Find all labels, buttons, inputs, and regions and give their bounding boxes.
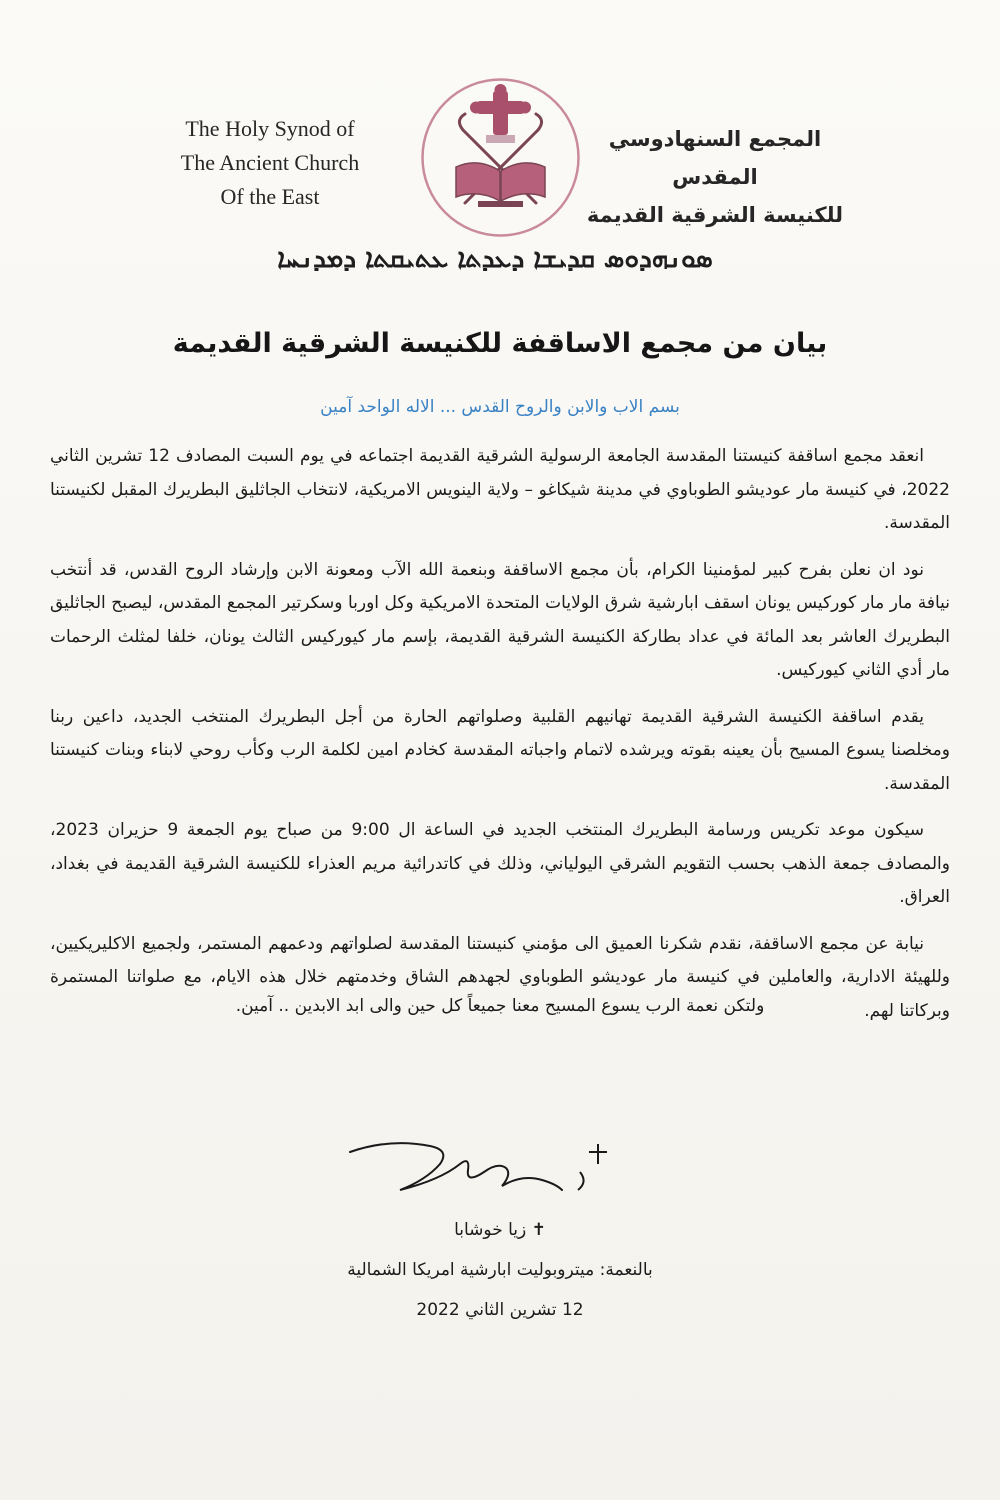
church-seal-icon <box>418 75 583 240</box>
signatory-name: ✝ زيا خوشابا <box>454 1220 546 1240</box>
paragraph-2: نود ان نعلن بفرح كبير لمؤمنينا الكرام، بأن مجمع الاساقفة وبنعمة الله الآب ومعونة الابن وإرشاد الروح القدس، قد أنتخب نيافة مار مار كوركيس يونان اسقف ابارشية شرق الولايات المتحدة الامريكية وكل اوربا وسكرتير المجمع المقدس، ليصبح الجاثليق البطريرك العاشر بعد المائة في عداد بطاركة الكنيسة الشرقية القديمة، بإسم مار كيوركيس الثالث يونان، خلفا لمثلث الرحمات مار أدي الثاني كيوركيس. <box>50 559 950 680</box>
header-syriac: ܣܘܢܗܕܘܣ ܩܕܝܫܐ ܕܥܕܬܐ ܥܬܝܩܬܐ ܕܡܕܢܚܐ <box>277 244 713 274</box>
document-title: بيان من مجمع الاساقفة للكنيسة الشرقية القديمة <box>172 328 828 359</box>
header-english-line-1: The Holy Synod of <box>185 116 355 141</box>
header-english-line-3: Of the East <box>220 184 320 209</box>
letter-body <box>50 440 950 1041</box>
signatory-title: بالنعمة: ميتروبوليت ابارشية امريكا الشمالية <box>347 1260 653 1280</box>
header-english <box>160 112 380 214</box>
header-arabic-line-1: المجمع السنهادوسي المقدس <box>608 127 822 189</box>
header-arabic <box>585 120 845 234</box>
signature-block <box>250 1210 750 1330</box>
closing-blessing: ولتكن نعمة الرب يسوع المسيح معنا جميعاً كل حين والى ابد الابدين .. آمين. <box>235 996 765 1016</box>
paragraph-1: انعقد مجمع اساقفة كنيستنا المقدسة الجامعة الرسولية الشرقية القديمة اجتماعه في يوم السبت المصادف 12 تشرين الثاني 2022، في كنيسة مار عوديشو الطوباوي في مدينة شيكاغو – ولاية الينويس الامريكية، لانتخاب الجاثليق البطريرك المقبل لكنيستنا المقدسة. <box>50 446 950 533</box>
handwritten-signature <box>340 1130 630 1200</box>
signature-date: 12 تشرين الثاني 2022 <box>416 1300 584 1320</box>
header-arabic-line-2: للكنيسة الشرقية القديمة <box>586 203 844 227</box>
invocation-line: بسم الاب والابن والروح القدس ... الاله الواحد آمين <box>320 397 680 417</box>
header-english-line-2: The Ancient Church <box>180 150 360 175</box>
paragraph-3: يقدم اساقفة الكنيسة الشرقية القديمة تهانيهم القلبية وصلواتهم الحارة من أجل البطريرك المنتخب الجديد، داعين ربنا ومخلصنا يسوع المسيح بأن يعينه بقوته ويرشده لاتمام واجباته المقدسة كخادم امين لكلمة الرب وكأب روحي لابناء وبنات كنيستنا المقدسة. <box>50 706 950 794</box>
paragraph-5: نيابة عن مجمع الاساقفة، نقدم شكرنا العميق الى مؤمني كنيستنا المقدسة لصلواتهم ودعمهم المستمر، ولجميع الاكليريكيين، وللهيئة الادارية، والعاملين في كنيسة مار عوديشو الطوباوي لجهدهم الشاق وخدمتهم خلال هذه الايام، مع صلواتنا المستمرة وبركاتنا لهم. <box>50 933 950 1021</box>
paragraph-4: سيكون موعد تكريس ورسامة البطريرك المنتخب الجديد في الساعة ال 9:00 من صباح يوم الجمعة 9 حزيران 2023، والمصادف جمعة الذهب بحسب التقويم الشرقي اليولياني، وذلك في كاتدرائية مريم العذراء للكنيسة الشرقية القديمة في بغداد، العراق. <box>50 820 950 907</box>
